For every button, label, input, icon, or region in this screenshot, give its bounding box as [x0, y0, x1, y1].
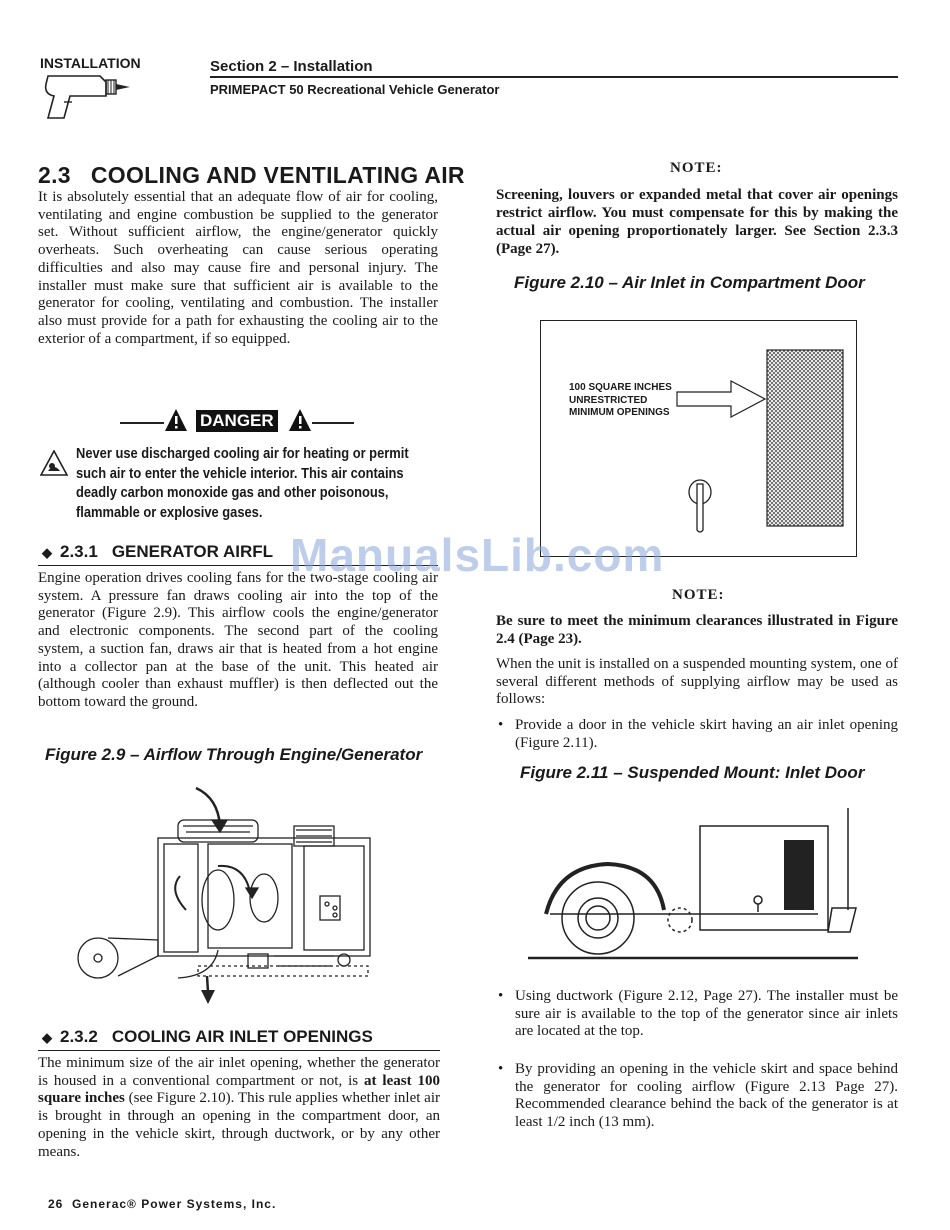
hazard-warning-icon [40, 450, 68, 476]
section-tag: INSTALLATION [40, 55, 141, 71]
air-inlet-screen [766, 349, 844, 527]
drill-icon [42, 72, 134, 122]
section-2-3-2-body [38, 1055, 440, 1161]
footer-company: Generac® Power Systems, Inc. [72, 1197, 277, 1211]
bullet-dot: • [498, 717, 504, 733]
note-label: NOTE: [672, 587, 725, 603]
heading-rule [38, 1050, 440, 1051]
door-latch-icon [686, 478, 716, 536]
section-title: COOLING AIR INLET OPENINGS [111, 1027, 373, 1046]
section-2-3-1-heading [42, 542, 273, 562]
bullet-text: Using ductwork (Figure 2.12, Page 27). The installer must be sure air is available to the top of the generator since air inlets are located at the top. [515, 988, 898, 1040]
body-text: The minimum size of the air inlet opening, whether the generator is housed in a conventional compartment or not, is [38, 1055, 440, 1089]
section-2-3-heading [38, 162, 465, 189]
danger-rule-right [312, 422, 354, 424]
bullet-item [498, 717, 898, 752]
bullet-dot: • [498, 988, 504, 1004]
danger-banner [120, 408, 355, 434]
label-line: 100 SQUARE INCHES [569, 382, 672, 393]
watermark-text: ManualsLib.com [290, 529, 665, 581]
danger-rule-left [120, 422, 164, 424]
bullet-dot: • [498, 1061, 504, 1077]
arrow-right-icon [675, 379, 767, 419]
warning-triangle-icon [288, 408, 312, 432]
body-emphasis: at least 100 square inches [38, 1072, 440, 1107]
section-2-3-1-body: Engine operation drives cooling fans for the two-stage cooling air system. A pressure fan draws cooling air into the top of the generator (Figure 2.9). This airflow cools the engine/generator and electronic components. The second part of the cooling system, a suction fan, draws air that is heated from a hot engine into a collector pan at the base of the unit. This heated air (although cooler than exhaust muffler) is then deflected out the bottom toward the ground. [38, 570, 438, 710]
figure-2-11-suspended-mount-illustration [528, 806, 868, 968]
note-label: NOTE: [670, 160, 723, 176]
figure-2-9-generator-illustration [68, 780, 388, 1015]
diamond-bullet-icon: ◆ [42, 1030, 52, 1045]
section-title: COOLING AND VENTILATING AIR [90, 162, 465, 188]
document-subtitle: PRIMEPACT 50 Recreational Vehicle Generator [210, 82, 500, 97]
section-heading: Section 2 – Installation [210, 58, 373, 75]
bullet-text: By providing an opening in the vehicle skirt and space behind the generator for cooling airflow (Figure 2.13 Page 27). Recommended clearance behind the back of the generator is at least 1/2 inch (13 mm). [515, 1061, 898, 1131]
section-number: 2.3.1 [60, 542, 98, 561]
page-footer [48, 1197, 276, 1211]
diamond-bullet-icon: ◆ [42, 545, 52, 560]
body-text: (see Figure 2.10). This rule applies whether inlet air is brought in through an opening in the compartment door, an opening in the vehicle skirt, through ductwork, or by any other means. [38, 1090, 440, 1160]
header-rule [210, 76, 898, 78]
figure-2-9-caption: Figure 2.9 – Airflow Through Engine/Generator [45, 745, 423, 764]
note-text: Screening, louvers or expanded metal that cover air openings restrict airflow. You must compensate for this by making the actual air opening proportionately larger. See Section 2.3.3 (Page 27). [496, 187, 898, 257]
bullet-text: Provide a door in the vehicle skirt having an air inlet opening (Figure 2.11). [515, 717, 898, 751]
warning-triangle-icon [164, 408, 188, 432]
danger-label: DANGER [196, 410, 278, 432]
section-number: 2.3.2 [60, 1027, 98, 1046]
figure-2-11-caption: Figure 2.11 – Suspended Mount: Inlet Door [520, 763, 865, 782]
section-2-3-2-heading [42, 1027, 373, 1047]
section-2-3-body: It is absolutely essential that an adequate flow of air for cooling, ventilating and engine combustion be supplied to the generator set. Without sufficient airflow, the engine/generator quickly overheats. Such overheating can cause serious operating difficulties and also may cause fire and personal injury. The installer must make sure that sufficient air is available to the generator for cooling, ventilating and combustion. The installer also must provide for a path for exhausting the cooling air to the exterior of a compartment, if so equipped. [38, 189, 438, 347]
label-line: MINIMUM OPENINGS [569, 407, 670, 418]
bullet-item [498, 988, 898, 1041]
opening-label [569, 382, 672, 420]
section-title: GENERATOR AIRFL [111, 542, 273, 561]
figure-2-10-compartment-door [540, 320, 857, 557]
mounting-intro: When the unit is installed on a suspended mounting system, one of several different methods of supplying airflow may be used as follows: [496, 656, 898, 708]
figure-2-10-caption: Figure 2.10 – Air Inlet in Compartment Door [514, 273, 865, 292]
label-line: UNRESTRICTED [569, 394, 648, 406]
note-text: Be sure to meet the minimum clearances illustrated in Figure 2.4 (Page 23). [496, 613, 898, 647]
danger-text: Never use discharged cooling air for heating or permit such air to enter the vehicle interior. This air contains deadly carbon monoxide gas and other poisonous, flammable or explosive gases. [76, 445, 409, 521]
page-number: 26 [48, 1197, 64, 1211]
bullet-item [498, 1061, 898, 1132]
section-number: 2.3 [38, 162, 71, 188]
